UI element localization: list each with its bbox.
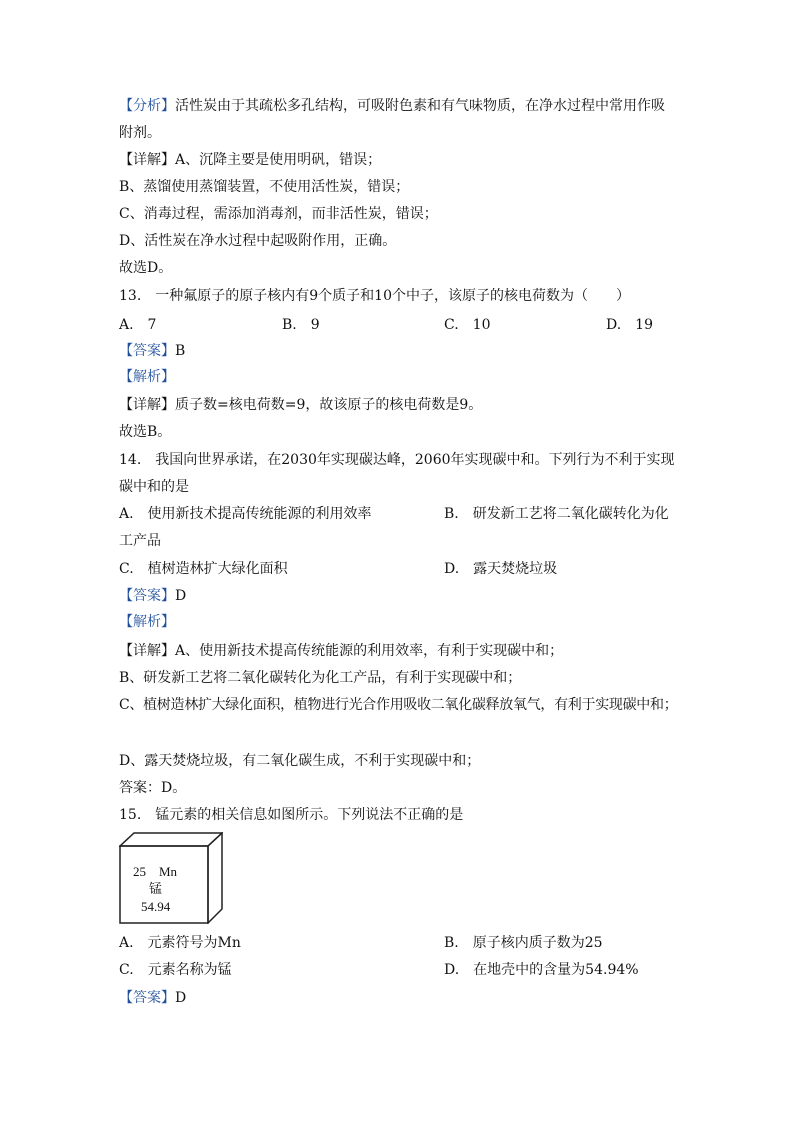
q15-option-c: C. 元素名称为锰 bbox=[119, 962, 232, 978]
q14-option-c: C. 植树造林扩大绿化面积 bbox=[119, 561, 288, 577]
q15-option-b: B. 原子核内质子数为25 bbox=[444, 935, 603, 951]
answer-tag: 【答案】 bbox=[119, 990, 175, 1006]
q14-option-d: D. 露天焚烧垃圾 bbox=[444, 561, 558, 577]
q12-analysis-cont: 附剂。 bbox=[119, 125, 161, 141]
q12-detail-c: C、消毒过程，需添加消毒剂，而非活性炭，错误； bbox=[119, 206, 438, 222]
q12-analysis bbox=[119, 96, 665, 116]
answer-tag: 【答案】 bbox=[119, 343, 175, 359]
answer-value: D bbox=[175, 588, 187, 604]
element-name: 锰 bbox=[149, 881, 163, 896]
detail-a: A、使用新技术提高传统能源的利用效率，有利于实现碳中和； bbox=[175, 643, 564, 659]
q13-detail bbox=[119, 395, 482, 415]
answer-tag: 【答案】 bbox=[119, 588, 175, 604]
element-symbol: Mn bbox=[159, 864, 178, 879]
q13-stem: 13. 一种氟原子的原子核内有9个质子和10个中子，该原子的核电荷数为（ ） bbox=[119, 288, 630, 304]
q15-stem: 15. 锰元素的相关信息如图所示。下列说法不正确的是 bbox=[119, 807, 464, 823]
q13-conclusion: 故选B。 bbox=[119, 424, 172, 440]
q13-jiexi-tag: 【解析】 bbox=[119, 369, 175, 385]
detail-tag: 【详解】 bbox=[119, 152, 175, 168]
q14-option-b-cont: 工产品 bbox=[119, 533, 161, 549]
detail-text: 质子数=核电荷数=9，故该原子的核电荷数是9。 bbox=[175, 397, 483, 413]
detail-a: A、沉降主要是使用明矾，错误； bbox=[175, 152, 382, 168]
q14-detail-c: C、植树造林扩大绿化面积，植物进行光合作用吸收二氧化碳释放氧气，有利于实现碳中和； bbox=[119, 697, 678, 713]
q12-conclusion: 故选D。 bbox=[119, 260, 173, 276]
q13-answer bbox=[119, 341, 185, 361]
q15-answer bbox=[119, 988, 186, 1008]
atomic-mass: 54.94 bbox=[141, 899, 171, 914]
q14-conclusion: 答案：D。 bbox=[119, 780, 187, 796]
answer-value: B bbox=[175, 343, 186, 359]
q14-detail bbox=[119, 641, 563, 661]
detail-tag: 【详解】 bbox=[119, 397, 175, 413]
q14-option-a: A. 使用新技术提高传统能源的利用效率 bbox=[119, 506, 372, 522]
q14-answer bbox=[119, 586, 186, 606]
q13-option-b: B. 9 bbox=[282, 317, 320, 333]
element-cube bbox=[119, 832, 223, 924]
q14-jiexi-tag: 【解析】 bbox=[119, 614, 175, 630]
q14-stem: 14. 我国向世界承诺，在2030年实现碳达峰，2060年实现碳中和。下列行为不利于实现 bbox=[119, 452, 675, 468]
atomic-number: 25 bbox=[133, 864, 146, 879]
q14-detail-b: B、研发新工艺将二氧化碳转化为化工产品，有利于实现碳中和； bbox=[119, 670, 522, 686]
q12-detail bbox=[119, 150, 381, 170]
q13-option-d: D. 19 bbox=[606, 317, 653, 333]
q12-detail-d: D、活性炭在净水过程中起吸附作用，正确。 bbox=[119, 233, 397, 249]
detail-tag: 【详解】 bbox=[119, 643, 175, 659]
q13-option-a: A. 7 bbox=[119, 317, 157, 333]
analysis-tag: 【分析】 bbox=[119, 98, 175, 114]
q14-detail-d: D、露天焚烧垃圾，有二氧化碳生成，不利于实现碳中和； bbox=[119, 753, 481, 769]
q14-stem-cont: 碳中和的是 bbox=[119, 479, 189, 495]
analysis-text: 活性炭由于其疏松多孔结构，可吸附色素和有气味物质，在净水过程中常用作吸 bbox=[175, 98, 665, 114]
answer-value: D bbox=[175, 990, 187, 1006]
q14-option-b: B. 研发新工艺将二氧化碳转化为化 bbox=[444, 506, 669, 522]
q15-option-d: D. 在地壳中的含量为54.94% bbox=[444, 962, 639, 978]
q13-option-c: C. 10 bbox=[444, 317, 491, 333]
q12-detail-b: B、蒸馏使用蒸馏装置，不使用活性炭，错误； bbox=[119, 179, 410, 195]
q15-option-a: A. 元素符号为Mn bbox=[119, 935, 241, 951]
